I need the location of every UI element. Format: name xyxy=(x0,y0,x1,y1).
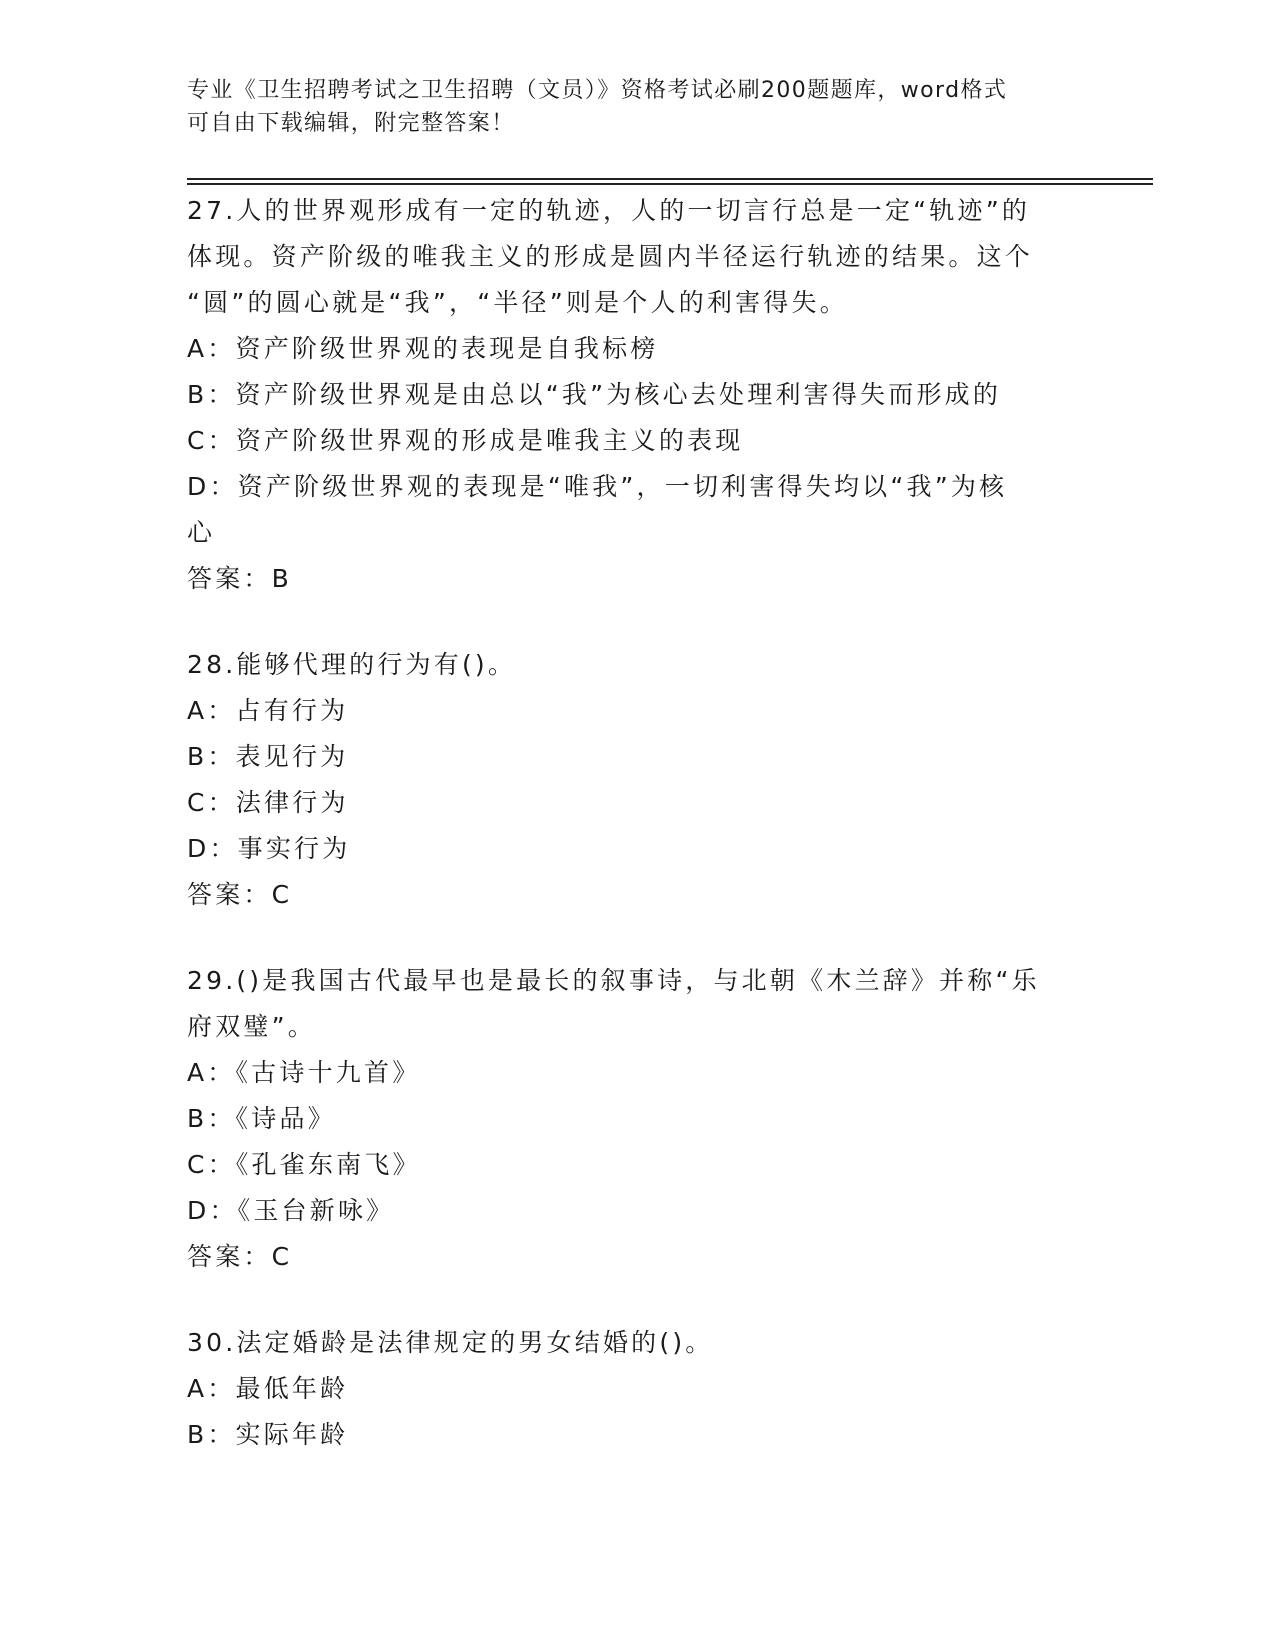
header-line-1: 专业《卫生招聘考试之卫生招聘（文员）》资格考试必刷200题题库，word格式 xyxy=(187,78,1008,103)
header-line-2: 可自由下载编辑，附完整答案！ xyxy=(187,111,515,136)
answer: 答案：C xyxy=(187,1242,293,1271)
option-d-continuation: 心 xyxy=(187,518,216,547)
option-d: D：资产阶级世界观的表现是“唯我”，一切利害得失均以“我”为核 xyxy=(187,472,1008,501)
question-text-line: 府双璧”。 xyxy=(187,1012,316,1041)
option-c: C：《孔雀东南飞》 xyxy=(187,1150,421,1179)
option-a: A：最低年龄 xyxy=(187,1374,349,1403)
answer: 答案：B xyxy=(187,564,292,593)
question-text xyxy=(187,642,1087,688)
option-a: A：《古诗十九首》 xyxy=(187,1058,421,1087)
option-d: D：事实行为 xyxy=(187,834,351,863)
option-d: D：《玉台新咏》 xyxy=(187,1196,395,1225)
option-b: B：实际年龄 xyxy=(187,1420,349,1449)
question-text xyxy=(187,1320,1087,1366)
option-a: A：占有行为 xyxy=(187,696,349,725)
question-text-line: 28.能够代理的行为有()。 xyxy=(187,650,517,679)
option-b: B：表见行为 xyxy=(187,742,349,771)
option-c: C：法律行为 xyxy=(187,788,349,817)
question-text-line: 27.人的世界观形成有一定的轨迹，人的一切言行总是一定“轨迹”的 xyxy=(187,196,1031,225)
question-27 xyxy=(187,188,1087,602)
question-text-line: “圆”的圆心就是“我”，“半径”则是个人的利害得失。 xyxy=(187,288,848,317)
question-text xyxy=(187,958,1087,1050)
answer: 答案：C xyxy=(187,880,293,909)
option-b: B：资产阶级世界观是由总以“我”为核心去处理利害得失而形成的 xyxy=(187,380,1002,409)
option-a: A：资产阶级世界观的表现是自我标榜 xyxy=(187,334,659,363)
header-divider-bottom xyxy=(187,183,1153,185)
option-c: C：资产阶级世界观的形成是唯我主义的表现 xyxy=(187,426,744,455)
question-text-line: 体现。资产阶级的唯我主义的形成是圆内半径运行轨迹的结果。这个 xyxy=(187,242,1034,271)
question-29 xyxy=(187,958,1087,1280)
question-28 xyxy=(187,642,1087,918)
question-text xyxy=(187,188,1087,326)
question-text-line: 30.法定婚龄是法律规定的男女结婚的()。 xyxy=(187,1328,714,1357)
question-list xyxy=(187,188,1087,1498)
question-30 xyxy=(187,1320,1087,1458)
header-divider-top xyxy=(187,178,1153,180)
option-b: B：《诗品》 xyxy=(187,1104,336,1133)
question-text-line: 29.()是我国古代最早也是最长的叙事诗，与北朝《木兰辞》并称“乐 xyxy=(187,966,1040,995)
document-header xyxy=(187,74,1067,140)
